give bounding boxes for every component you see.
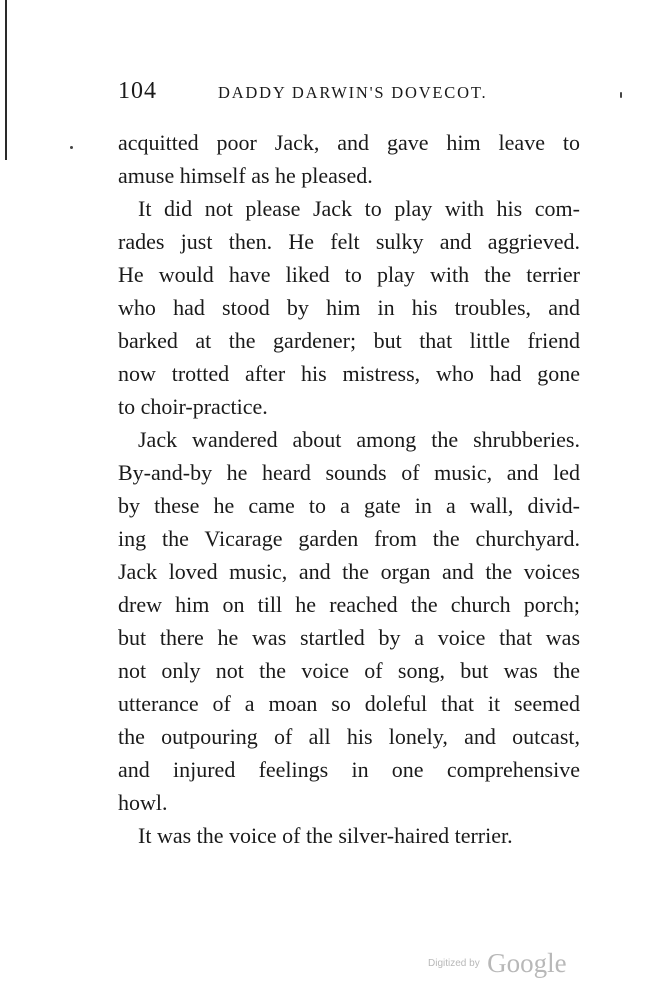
google-logo: Google (487, 948, 567, 978)
text-line: utterance of a moan so doleful that it seemed (118, 691, 580, 716)
text-line: ing the Vicarage garden from the churchyard. (118, 526, 580, 551)
paragraph (118, 126, 580, 192)
text-line: Jack loved music, and the organ and the voices (118, 559, 580, 584)
text-line: It was the voice of the silver-haired terrier. (138, 823, 513, 848)
text-line: rades just then. He felt sulky and aggrieved. (118, 229, 580, 254)
text-line: He would have liked to play with the terrier (118, 262, 580, 287)
text-line: acquitted poor Jack, and gave him leave to (118, 130, 580, 155)
paragraph (118, 819, 580, 852)
text-line: by these he came to a gate in a wall, divid- (118, 493, 580, 518)
paragraph (118, 192, 580, 423)
text-line: to choir-practice. (118, 394, 268, 419)
text-line: barked at the gardener; but that little friend (118, 328, 580, 353)
text-line: It did not please Jack to play with his com- (138, 196, 580, 221)
digitized-watermark (428, 948, 567, 979)
text-line: the outpouring of all his lonely, and outcast, (118, 724, 580, 749)
paragraph (118, 423, 580, 819)
text-line: howl. (118, 790, 168, 815)
text-line: and injured feelings in one comprehensive (118, 757, 580, 782)
body-text (118, 126, 580, 852)
running-title: DADDY DARWIN'S DOVECOT. (218, 83, 488, 102)
speck-mark (620, 92, 622, 98)
text-line: drew him on till he reached the church porch; (118, 592, 580, 617)
page-header (118, 78, 580, 110)
text-line: but there he was startled by a voice that was (118, 625, 580, 650)
text-line: now trotted after his mistress, who had gone (118, 361, 580, 386)
speck-mark (70, 146, 73, 149)
text-line: who had stood by him in his troubles, and (118, 295, 580, 320)
watermark-prefix: Digitized by (428, 958, 480, 969)
text-line: amuse himself as he pleased. (118, 163, 373, 188)
page-edge-rule (5, 0, 7, 160)
page-number: 104 (118, 78, 157, 104)
text-line: Jack wandered about among the shrubberies. (138, 427, 580, 452)
text-line: By-and-by he heard sounds of music, and led (118, 460, 580, 485)
text-line: not only not the voice of song, but was the (118, 658, 580, 683)
